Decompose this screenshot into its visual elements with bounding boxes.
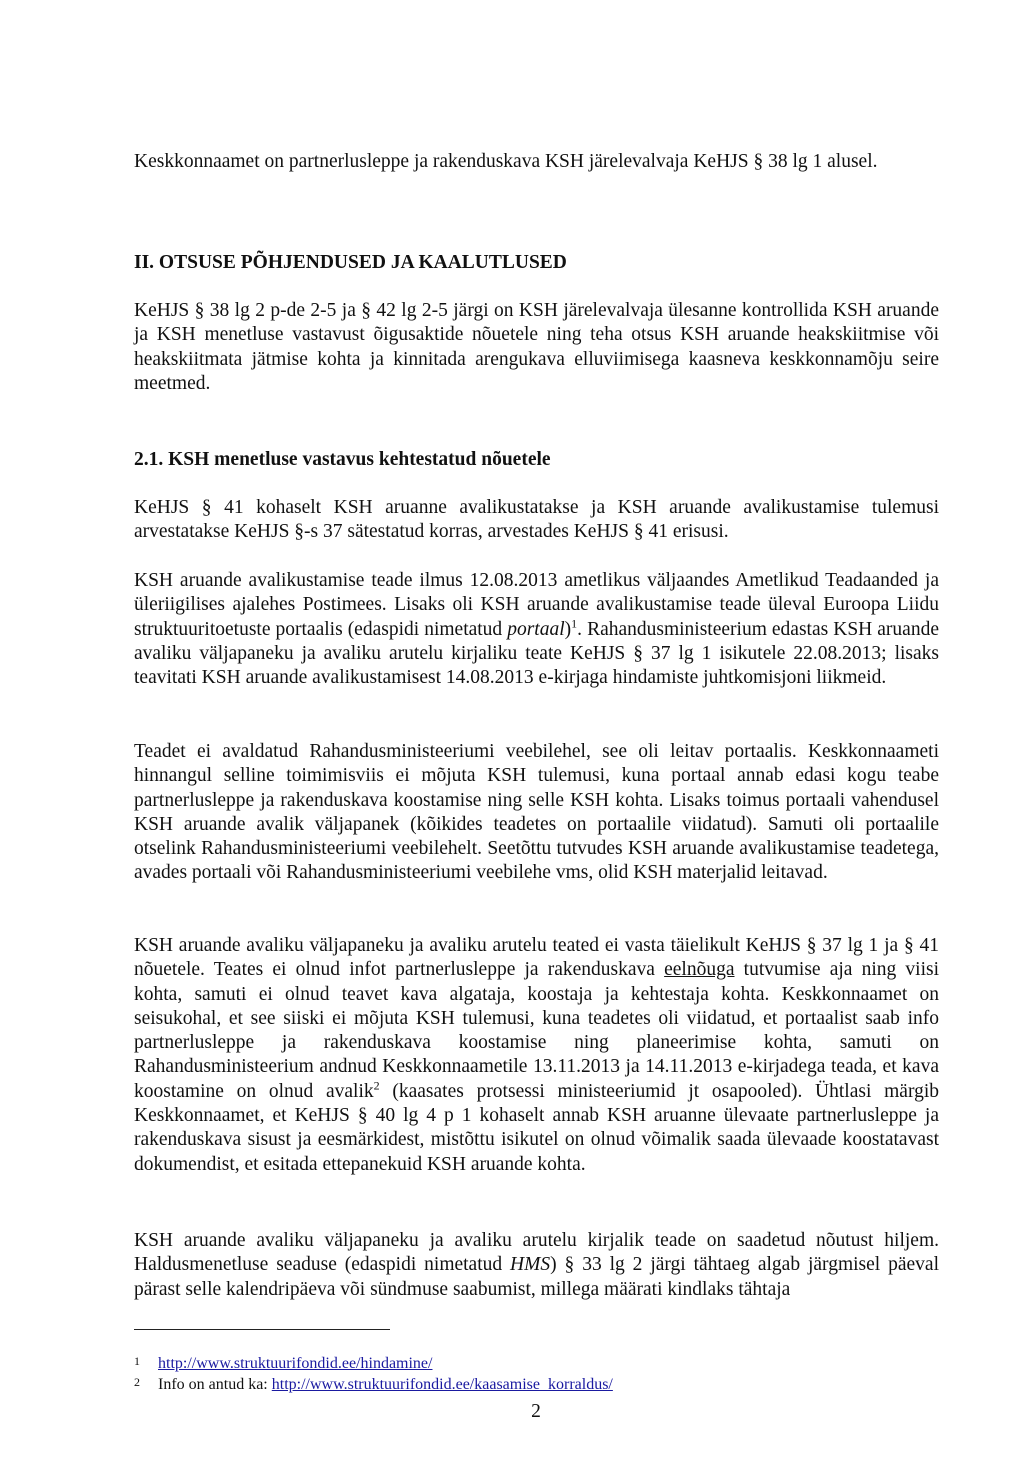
footnote-2 [134,1376,613,1394]
paragraph-6-text-a: KSH aruande avaliku väljapaneku ja avaliku arutelu kirjalik teade on saadetud nõutust hiljem. Haldusmenetluse seaduse (edaspidi nimetatud [134,1230,939,1276]
paragraph-3-text-c: . Rahandusministeerium edastas KSH aruande avaliku väljapaneku ja avaliku arutelu kirjaliku teate KeHJS § 37 lg 1 isikutele 22.08.2013; lisaks teavitati KSH aruande avalikustamisest 14.08.2013 e-kirjaga hindamiste juhtkomisjoni liikmeid. [134,618,939,689]
footnote-1-number: 1 [134,1354,140,1368]
section-heading: II. OTSUSE PÕHJENDUSED JA KAALUTLUSED [134,252,567,273]
paragraph-5-text-a: KSH aruande avaliku väljapaneku ja avaliku arutelu teated ei vasta täielikult KeHJS § 37 lg 1 ja § 41 nõuetele. Teates ei olnud infot partnerlusleppe ja rakenduskava [134,935,939,981]
paragraph-6-italic: HMS [510,1254,551,1276]
intro-paragraph [134,150,939,174]
paragraph-5 [134,934,939,1177]
intro-text: Keskkonnaamet on partnerlusleppe ja rakenduskava KSH järelevalvaja KeHJS § 38 lg 1 alusel. [134,151,878,172]
paragraph-5-underlined: eelnõuga [664,959,735,981]
page-number: 2 [531,1401,541,1422]
footnote-separator [134,1329,390,1330]
paragraph-2: KeHJS § 41 kohaselt KSH aruanne avalikustatakse ja KSH aruande avalikustamise tulemusi arvestatakse KeHJS §-s 37 sätestatud korras, arvestades KeHJS § 41 erisusi. [134,497,939,543]
paragraph-3-text-a: KSH aruande avalikustamise teade ilmus 12.08.2013 ametlikus väljaandes Ametlikud Teadaanded ja üleriigilises ajalehes Postimees. Lisaks oli KSH aruande avalikustamise teade üleval Euroopa Liidu struktuuritoetuste portaalis (edaspidi nimetatud [134,570,939,640]
footnote-1 [134,1355,432,1373]
footnote-2-prefix: Info on antud ka: [158,1376,272,1393]
subsection-heading: 2.1. KSH menetluse vastavus kehtestatud nõuetele [134,449,551,470]
section-paragraph: KeHJS § 38 lg 2 p-de 2-5 ja § 42 lg 2-5 järgi on KSH järelevalvaja ülesanne kontrollida KSH aruande ja KSH menetluse vastavust õigusaktide nõuetele ning teha otsus KSH aruande heakskiitmise või heakskiitmata jätmise kohta ja kinnitada arengukava elluviimisega kaasneva keskkonnamõju seire meetmed. [134,300,939,394]
paragraph-6 [134,1229,939,1302]
paragraph-3-italic: portaal [507,618,565,640]
paragraph-6-text-b: ) § 33 lg 2 järgi tähtaeg algab järgmisel päeval pärast selle kalendripäeva või sündmuse saabumist, millega määrati kindlaks tähtaja [134,1254,939,1300]
paragraph-5-text-c: (kaasates protsessi ministeeriumid jt osapooled). Ühtlasi märgib Keskkonnaamet, et KeHJS § 40 lg 4 p 1 kohaselt annab KSH aruanne ülevaate partnerlusleppe ja rakenduskava sisust ja eesmärkidest, mistõttu isikutel on olnud võimalik saada ülevaade koostatavast dokumendist, et esitada ettepanekuid KSH aruande kohta. [134,1080,939,1175]
paragraph-3 [134,569,939,690]
paragraph-5-text-b: tutvumise aja ning viisi kohta, samuti ei olnud teavet kava algataja, koostaja ja kehtestaja kohta. Keskkonnaamet on seisukohal, et see siiski ei mõjuta KSH tulemusi, kuna teadetes oli viidatud, et portaalist saab info partnerlusleppe ja rakenduskava koostamise ning planeerimise kohta, samuti on Rahandusministeerium andnud Keskkonnaametile 13.11.2013 ja 14.11.2013 e-kirjadega teada, et kava koostamine on olnud avalik [134,959,940,1102]
paragraph-3-text-b: ) [564,618,572,640]
paragraph-4: Teadet ei avaldatud Rahandusministeeriumi veebilehel, see oli leitav portaalis. Keskkonnaameti hinnangul selline toimimisviis ei mõjuta KSH tulemusi, kuna portaal annab edasi kogu teabe partnerlusleppe ja rakenduskava koostamise ning selle KSH kohta. Lisaks toimus portaali vahendusel KSH aruande avalik väljapanek (kõikides teadetes on portaalile viidatud). Samuti oli portaalile otselink Rahandusministeeriumi veebilehelt. Seetõttu tutvudes KSH aruande avalikustamise teadetega, avades portaali või Rahandusministeeriumi veebilehe vms, olid KSH materjalid leitavad. [134,741,939,884]
footnote-ref-2[interactable]: 2 [373,1078,380,1093]
footnote-1-link[interactable]: http://www.struktuurifondid.ee/hindamine/ [158,1355,433,1372]
footnote-2-number: 2 [134,1375,140,1389]
footnote-2-link[interactable]: http://www.struktuurifondid.ee/kaasamise_korraldus/ [271,1376,613,1393]
footnote-ref-1[interactable]: 1 [571,616,578,631]
